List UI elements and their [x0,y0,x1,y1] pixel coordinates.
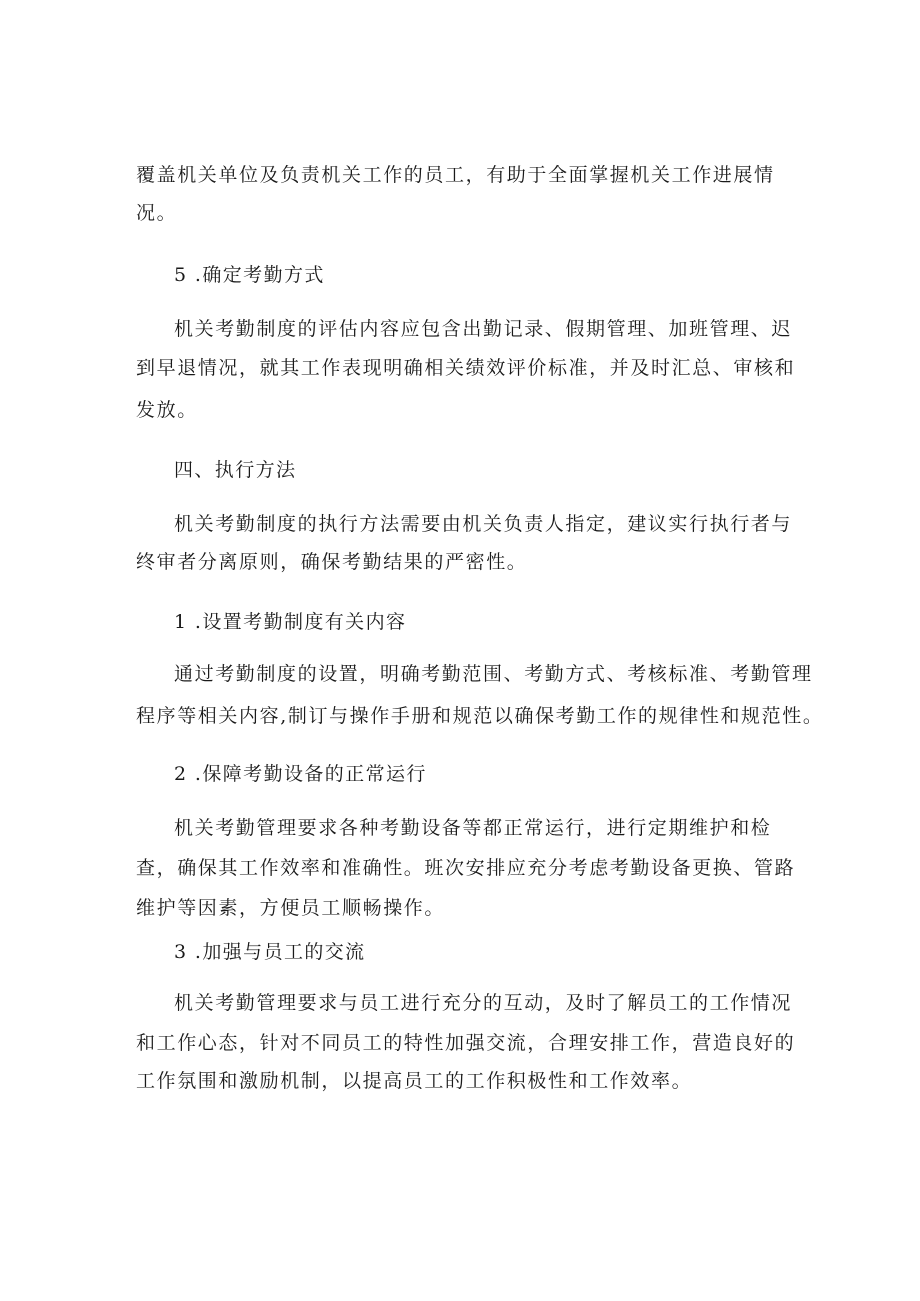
paragraph-line: 覆盖机关单位及负责机关工作的员工，有助于全面掌握机关工作进展情 [136,164,775,186]
section-heading-1: 1 .设置考勤制度有关内容 [174,611,407,633]
paragraph-line: 发放。 [136,399,198,421]
paragraph-line: 终审者分离原则，确保考勤结果的严密性。 [136,551,528,573]
paragraph-line: 机关考勤制度的执行方法需要由机关负责人指定，建议实行执行者与 [174,513,793,535]
paragraph-line: 通过考勤制度的设置，明确考勤范围、考勤方式、考核标准、考勤管理 [174,663,813,685]
paragraph-line: 况。 [136,202,178,224]
section-heading-3: 3 .加强与员工的交流 [174,941,366,963]
paragraph-line: 维护等因素，方便员工顺畅操作。 [136,897,446,919]
paragraph-line: 机关考勤管理要求各种考勤设备等都正常运行，进行定期维护和检 [174,817,772,839]
paragraph-line: 到早退情况，就其工作表现明确相关绩效评价标准，并及时汇总、审核和 [136,357,796,379]
paragraph-line: 和工作心态，针对不同员工的特性加强交流，合理安排工作，营造良好的 [136,1032,796,1054]
paragraph-line: 程序等相关内容,制订与操作手册和规范以确保考勤工作的规律性和规范性。 [136,705,824,727]
paragraph-line: 机关考勤管理要求与员工进行充分的互动，及时了解员工的工作情况 [174,992,793,1014]
chapter-heading-execution: 四、执行方法 [174,459,297,481]
paragraph-line: 机关考勤制度的评估内容应包含出勤记录、假期管理、加班管理、迟 [174,318,793,340]
section-heading-2: 2 .保障考勤设备的正常运行 [174,763,427,785]
paragraph-line: 工作氛围和激励机制，以提高员工的工作积极性和工作效率。 [136,1070,693,1092]
paragraph-line: 查，确保其工作效率和准确性。班次安排应充分考虑考勤设备更换、管路 [136,857,796,879]
section-heading-5: 5 .确定考勤方式 [174,264,325,286]
